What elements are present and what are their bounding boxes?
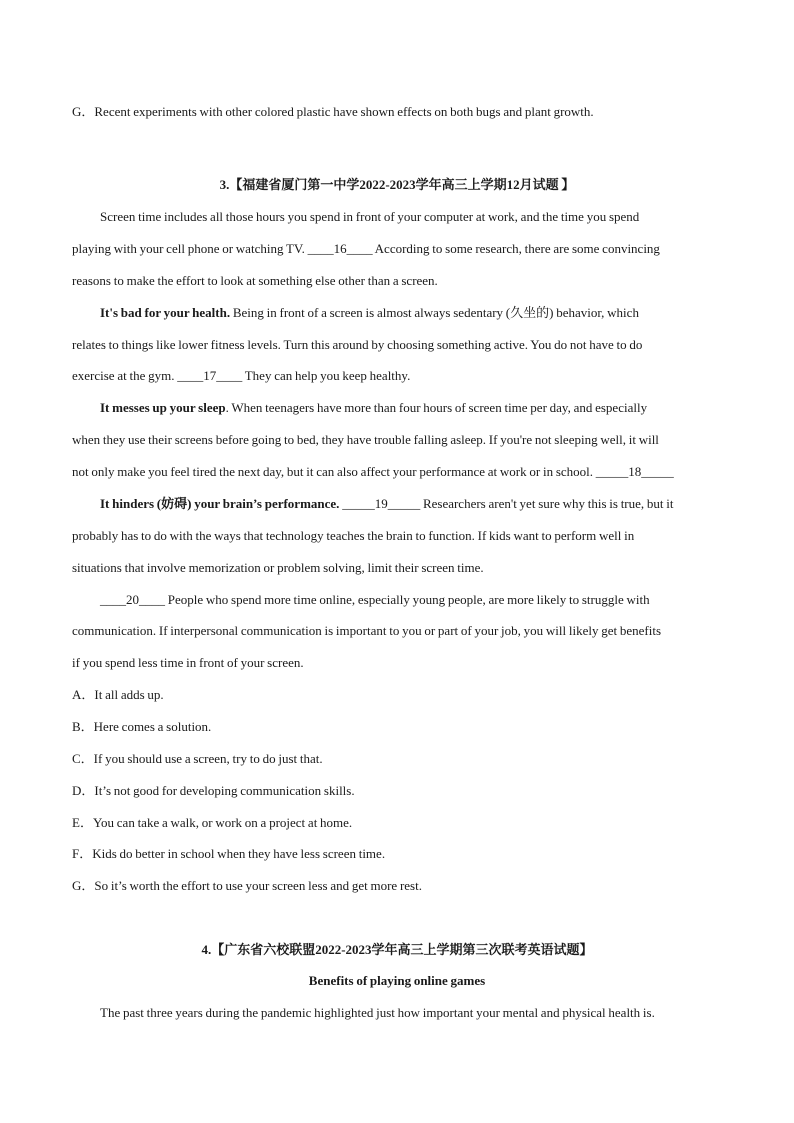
q4-paragraph-1-line-1: The past three years during the pandemic highlighted just how important your mental and physical health is. xyxy=(100,1005,655,1020)
blank-19: _____19_____ xyxy=(342,496,421,511)
q3-p4-text: Researchers aren't yet sure why this is true, but it xyxy=(420,496,674,511)
q3-paragraph-1-line-2 xyxy=(72,240,722,258)
q3-p5-text: People who spend more time online, especially young people, are more likely to struggle with xyxy=(165,592,650,607)
q3-paragraph-2-line-2: relates to things like lower fitness levels. Turn this around by choosing something active. You do not have to do xyxy=(72,337,643,352)
q3-p1-text-b: According to some research, there are some convincing xyxy=(372,241,660,256)
q3-paragraph-3-line-2: when they use their screens before going to bed, they have trouble falling asleep. If you're not sleeping well, it will xyxy=(72,432,659,447)
blank-17: ____17____ xyxy=(177,368,243,383)
passage-title: Benefits of playing online games xyxy=(308,973,486,988)
q3-paragraph-2-line-1 xyxy=(100,304,750,322)
q3-paragraph-1-line-3: reasons to make the effort to look at something else other than a screen. xyxy=(72,273,438,288)
option-a: A．It all adds up. xyxy=(72,687,164,702)
blank-18: _____18_____ xyxy=(595,464,674,479)
option-e: E．You can take a walk, or work on a project at home. xyxy=(72,815,353,830)
previous-option-g: G．Recent experiments with other colored plastic have shown effects on both bugs and plant growth. xyxy=(72,104,594,119)
q3-paragraph-3-line-1 xyxy=(100,399,750,417)
q3-p2-text: Being in front of a screen is almost always sedentary (久坐的) behavior, which xyxy=(230,305,639,320)
q3-p2-text-a: exercise at the gym. xyxy=(72,368,178,383)
q3-p2-text-b: They can help you keep healthy. xyxy=(242,368,411,383)
q3-p1-text: playing with your cell phone or watching TV. xyxy=(72,241,308,256)
q3-paragraph-5-line-1 xyxy=(100,591,750,609)
question-4-header: 4.【广东省六校联盟2022-2023学年高三上学期第三次联考英语试题】 xyxy=(201,942,593,957)
q3-paragraph-4-line-3: situations that involve memorization or problem solving, limit their screen time. xyxy=(72,560,484,575)
q3-paragraph-2-line-3 xyxy=(72,367,722,385)
question-3-header: 3.【福建省厦门第一中学2022-2023学年高三上学期12月试题 】 xyxy=(219,177,575,192)
option-d: D．It’s not good for developing communication skills. xyxy=(72,783,355,798)
q3-paragraph-5-line-2: communication. If interpersonal communication is important to you or part of your job, you will likely get benefits xyxy=(72,623,662,638)
q3-paragraph-3-line-3 xyxy=(72,463,722,481)
q3-p3-text: . When teenagers have more than four hours of screen time per day, and especially xyxy=(225,400,648,415)
blank-20: ____20____ xyxy=(100,592,165,607)
paragraph-3-heading: It messes up your sleep xyxy=(100,400,226,415)
option-b: B．Here comes a solution. xyxy=(72,719,212,734)
q3-paragraph-4-line-1 xyxy=(100,495,750,513)
option-g: G．So it’s worth the effort to use your screen less and get more rest. xyxy=(72,878,422,893)
paragraph-4-heading: It hinders (妨碍) your brain’s performance. xyxy=(100,496,340,511)
option-f: F．Kids do better in school when they have less screen time. xyxy=(72,846,386,861)
blank-16: ____16____ xyxy=(307,241,373,256)
q3-paragraph-1-line-1: Screen time includes all those hours you spend in front of your computer at work, and the time you spend xyxy=(100,209,640,224)
paragraph-2-heading: It's bad for your health. xyxy=(100,305,231,320)
option-c: C．If you should use a screen, try to do just that. xyxy=(72,751,323,766)
q3-paragraph-4-line-2: probably has to do with the ways that technology teaches the brain to function. If kids want to perform well in xyxy=(72,528,635,543)
q3-p3-text-a: not only make you feel tired the next day, but it can also affect your performance at work or in school. xyxy=(72,464,596,479)
q3-paragraph-5-line-3: if you spend less time in front of your screen. xyxy=(72,655,304,670)
